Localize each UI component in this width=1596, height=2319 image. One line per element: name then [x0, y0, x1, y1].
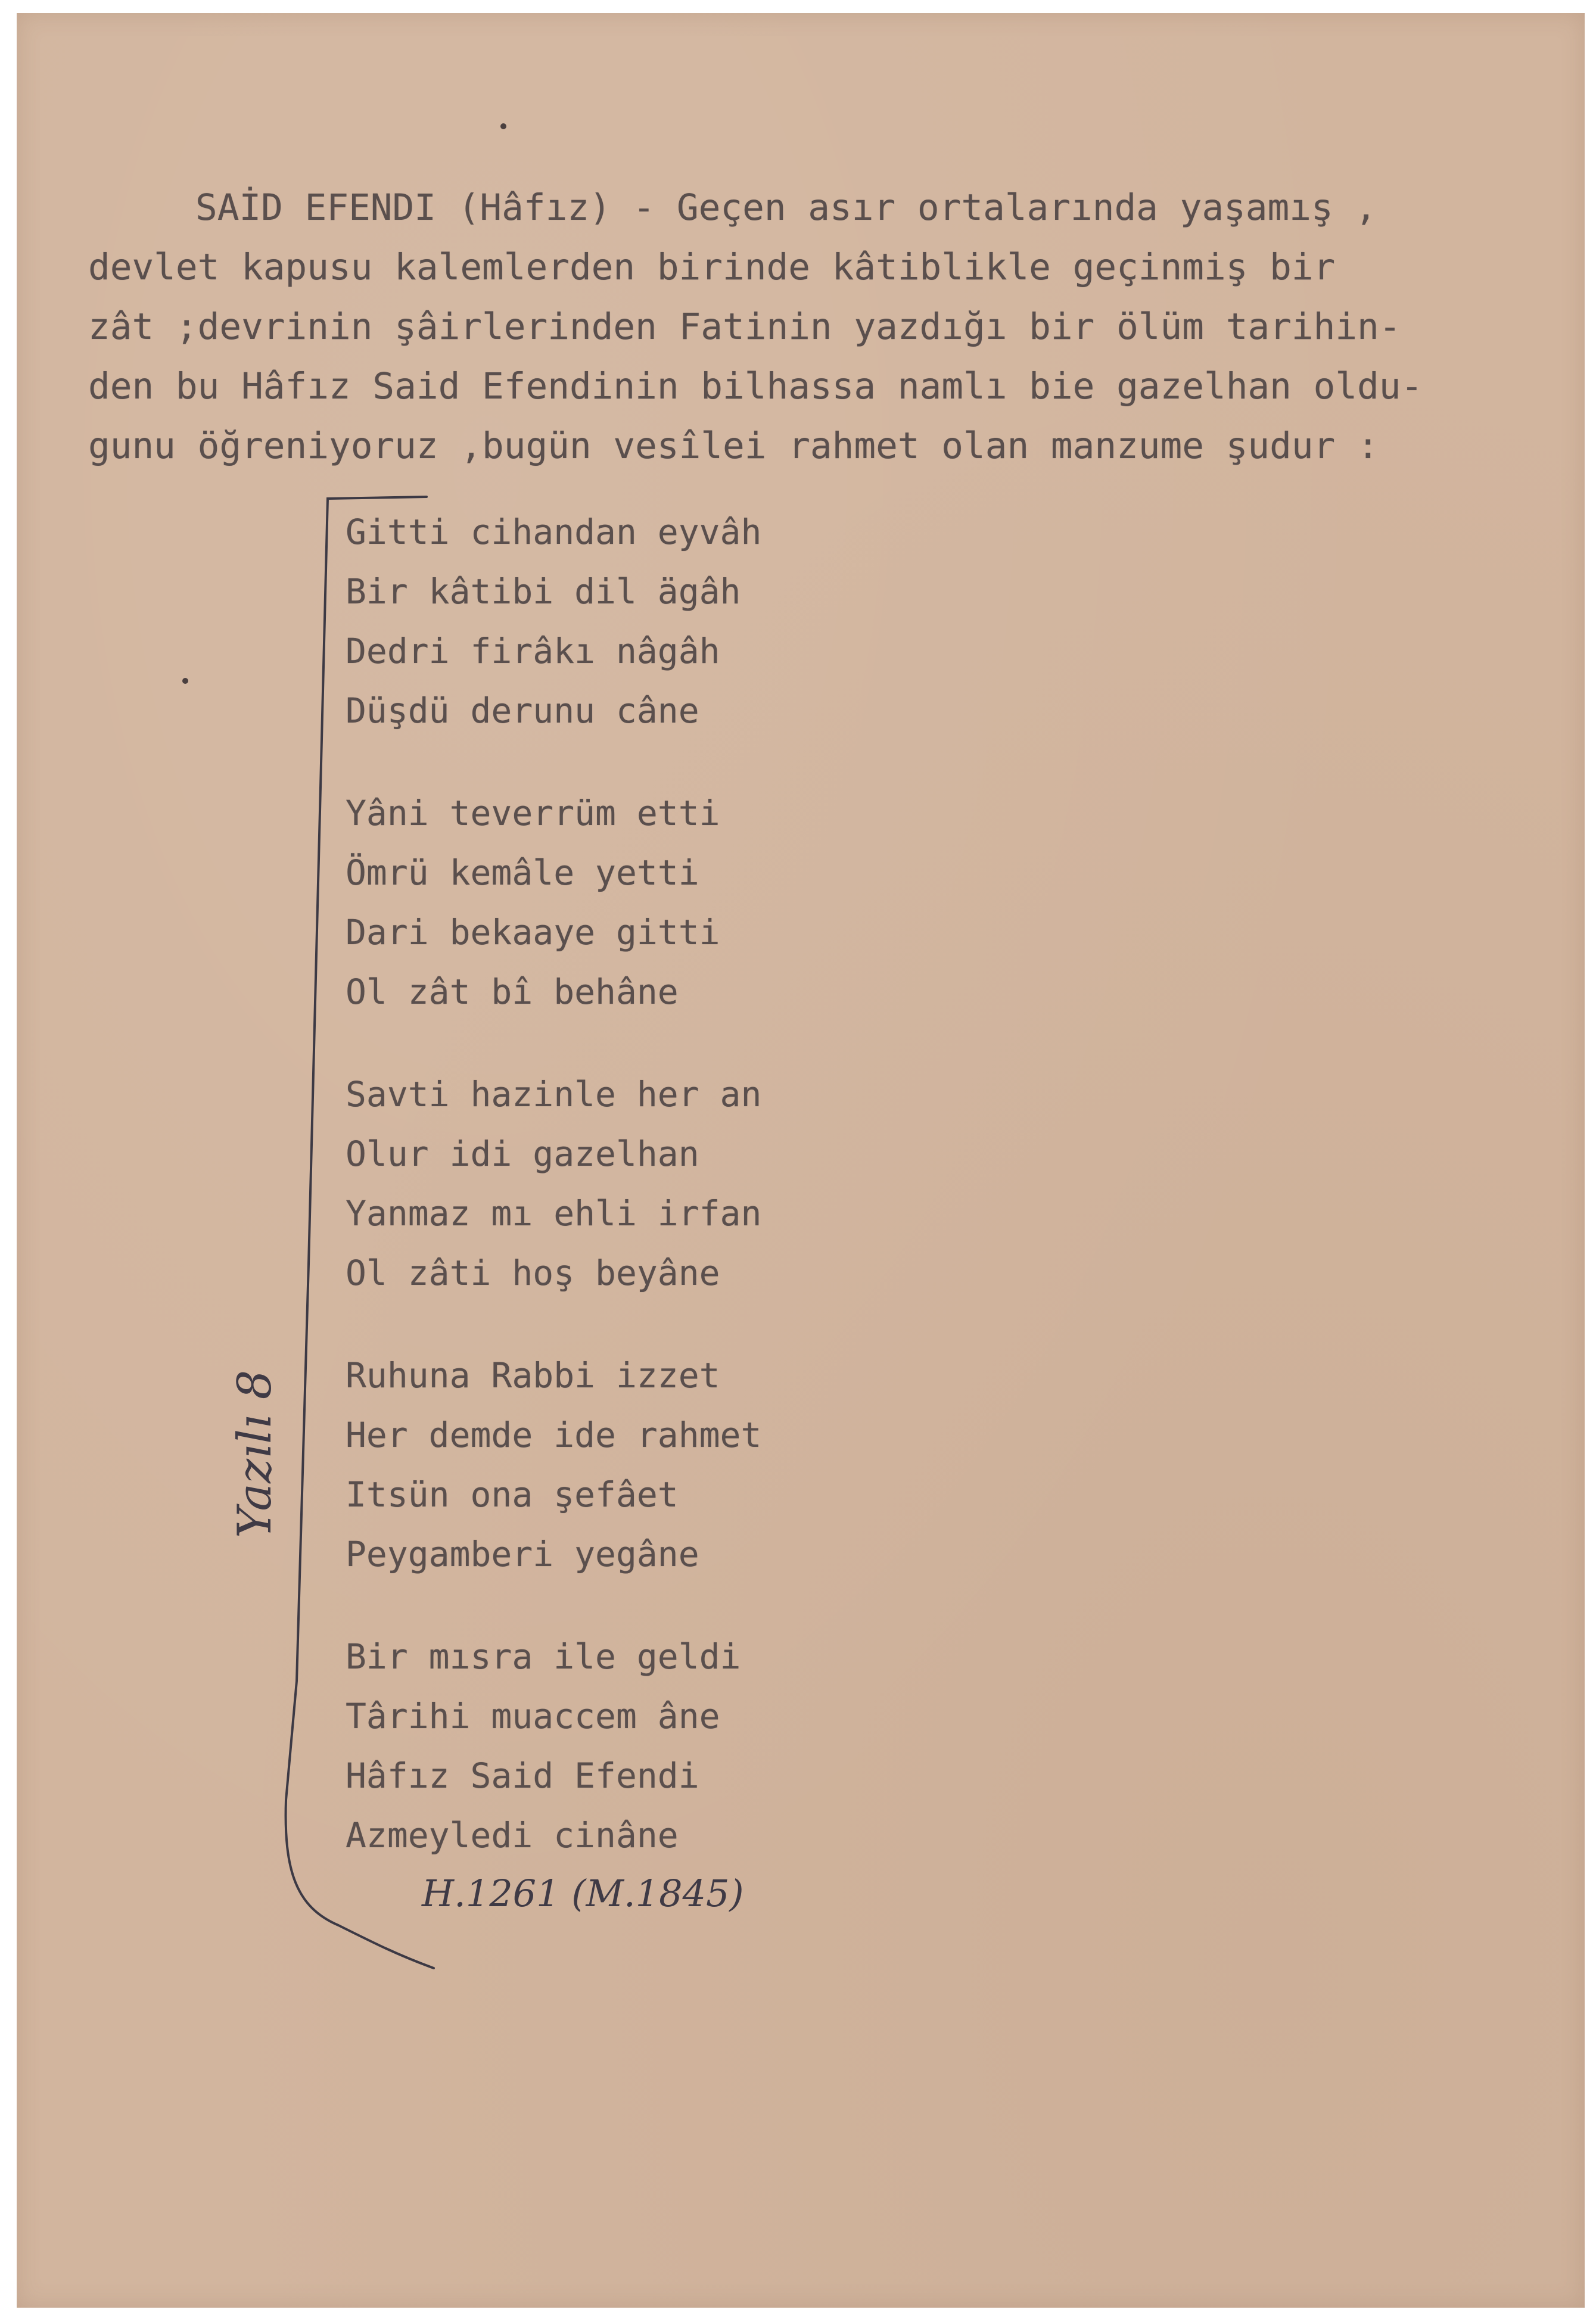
poem-line: Bir mısra ile geldi [346, 1636, 741, 1677]
poem-line: Her demde ide rahmet [346, 1415, 762, 1455]
poem-line: Hâfız Said Efendi [346, 1755, 699, 1796]
poem-line: Dari bekaaye gitti [346, 912, 720, 952]
poem-line: Târihi muaccem âne [346, 1696, 720, 1736]
intro-line: den bu Hâfız Said Efendinin bilhassa namlı bie gazelhan oldu- [88, 365, 1423, 407]
poem-line: Azmeyledi cinâne [346, 1815, 679, 1856]
poem-line: Itsün ona şefâet [346, 1474, 679, 1515]
poem-line: Gitti cihandan eyvâh [346, 512, 762, 552]
intro-line: SAİD EFENDI (Hâfız) - Geçen asır ortalarında yaşamış , [195, 186, 1377, 229]
intro-line: zât ;devrinin şâirlerinden Fatinin yazdığı bir ölüm tarihin- [88, 306, 1401, 348]
poem-line: Ömrü kemâle yetti [346, 852, 699, 893]
paper-sheet [17, 13, 1585, 2308]
poem-line: Bir kâtibi dil ägâh [346, 571, 741, 612]
margin-bracket [17, 13, 1585, 2308]
intro-line: devlet kapusu kalemlerden birinde kâtiblikle geçinmiş bir [88, 246, 1336, 288]
poem-line: Yanmaz mı ehli irfan [346, 1193, 762, 1234]
poem-line: Olur idi gazelhan [346, 1134, 699, 1174]
ink-dot [182, 678, 188, 684]
margin-handwritten-note: Yazılı 8 [228, 1369, 282, 1538]
poem-line: Düşdü derunu câne [346, 690, 699, 731]
intro-line: gunu öğreniyoruz ,bugün vesîlei rahmet olan manzume şudur : [88, 425, 1379, 467]
poem-line: Yâni teverrüm etti [346, 793, 720, 833]
poem-line: Peygamberi yegâne [346, 1534, 699, 1574]
poem-line: Savti hazinle her an [346, 1074, 762, 1115]
handwritten-date: H.1261 (M.1845) [422, 1872, 744, 1915]
poem-line: Ruhuna Rabbi izzet [346, 1355, 720, 1396]
poem-line: Ol zât bî behâne [346, 972, 679, 1012]
ink-dot [500, 123, 506, 129]
poem-line: Dedri firâkı nâgâh [346, 631, 720, 671]
poem-line: Ol zâti hoş beyâne [346, 1253, 720, 1293]
